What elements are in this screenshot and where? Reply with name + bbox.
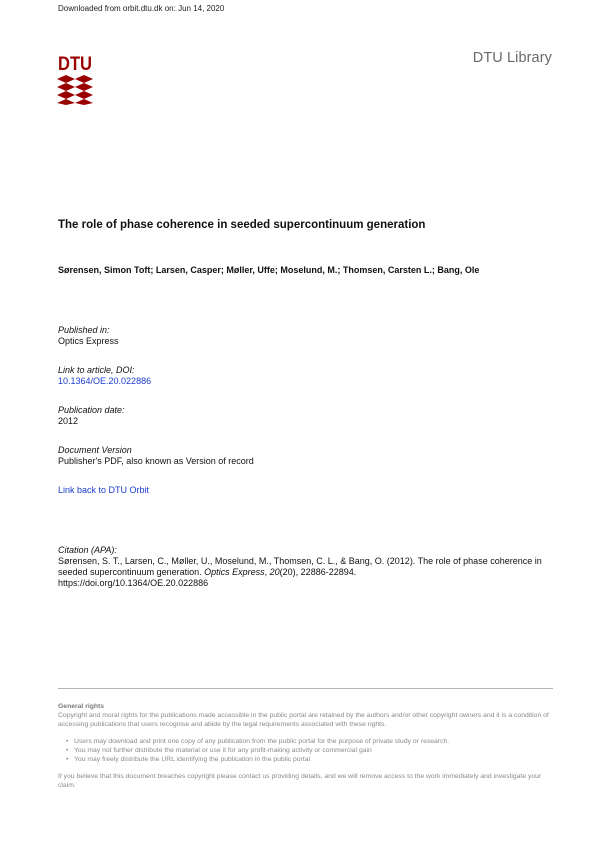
dtu-logo-chevrons bbox=[57, 75, 93, 105]
download-note: Downloaded from orbit.dtu.dk on: Jun 14, 2020 bbox=[58, 4, 225, 13]
published-in-label: Published in: bbox=[58, 325, 110, 335]
general-rights-title: General rights bbox=[58, 703, 105, 710]
doi-block bbox=[58, 365, 151, 387]
citation-label: Citation (APA): bbox=[58, 545, 117, 555]
publication-date-value: 2012 bbox=[58, 416, 79, 426]
rights-list-item: • You may not further distribute the material or use it for any profit-making activity or commercial gain bbox=[74, 746, 553, 755]
publication-date-label: Publication date: bbox=[58, 405, 125, 415]
published-in-block bbox=[58, 325, 119, 347]
citation-text: Sørensen, S. T., Larsen, C., Møller, U., Moselund, M., Thomsen, C. L., & Bang, O. (2012). The role of phase coherence in seeded supercontinuum generation. bbox=[58, 556, 542, 577]
doi-link[interactable]: 10.1364/OE.20.022886 bbox=[58, 376, 152, 386]
citation-pages: (20), 22886-22894. bbox=[279, 567, 357, 577]
paper-authors: Sørensen, Simon Toft; Larsen, Casper; Møller, Uffe; Moselund, M.; Thomsen, Carsten L.; Bang, Ole bbox=[58, 265, 480, 275]
document-version-block bbox=[58, 445, 254, 467]
rights-list-item: • You may freely distribute the URL identifying the publication in the public portal bbox=[74, 755, 553, 764]
publication-date-block bbox=[58, 405, 125, 427]
published-in-value: Optics Express bbox=[58, 336, 119, 346]
citation-volume: 20 bbox=[269, 567, 280, 577]
paper-title: The role of phase coherence in seeded supercontinuum generation bbox=[58, 219, 426, 231]
document-version-value: Publisher's PDF, also known as Version of record bbox=[58, 456, 254, 466]
library-name: DTU Library bbox=[472, 50, 552, 66]
general-rights-intro: Copyright and moral rights for the publications made accessible in the public portal are retained by the authors and/or other copyright owners and it is a condition of accessing publications that users recognise and abide by the legal requirements associated with these rights. bbox=[58, 712, 549, 728]
dtu-logo bbox=[57, 53, 93, 105]
citation-sep: , bbox=[264, 567, 270, 577]
citation-url: https://doi.org/10.1364/OE.20.022886 bbox=[58, 578, 209, 588]
rights-list-item: • Users may download and print one copy of any publication from the public portal for the purpose of private study or research. bbox=[74, 737, 553, 746]
general-rights-section bbox=[58, 702, 553, 790]
citation-journal: Optics Express bbox=[204, 567, 265, 577]
orbit-link[interactable]: Link back to DTU Orbit bbox=[58, 485, 150, 495]
citation-block bbox=[58, 545, 548, 589]
rights-list bbox=[58, 737, 553, 764]
doi-label: Link to article, DOI: bbox=[58, 365, 135, 375]
general-rights-closing: If you believe that this document breaches copyright please contact us providing details, and we will remove access to the work immediately and investigate your claim. bbox=[58, 773, 542, 789]
divider bbox=[58, 688, 553, 689]
document-version-label: Document Version bbox=[58, 445, 132, 455]
dtu-logo-text: DTU bbox=[58, 54, 92, 75]
